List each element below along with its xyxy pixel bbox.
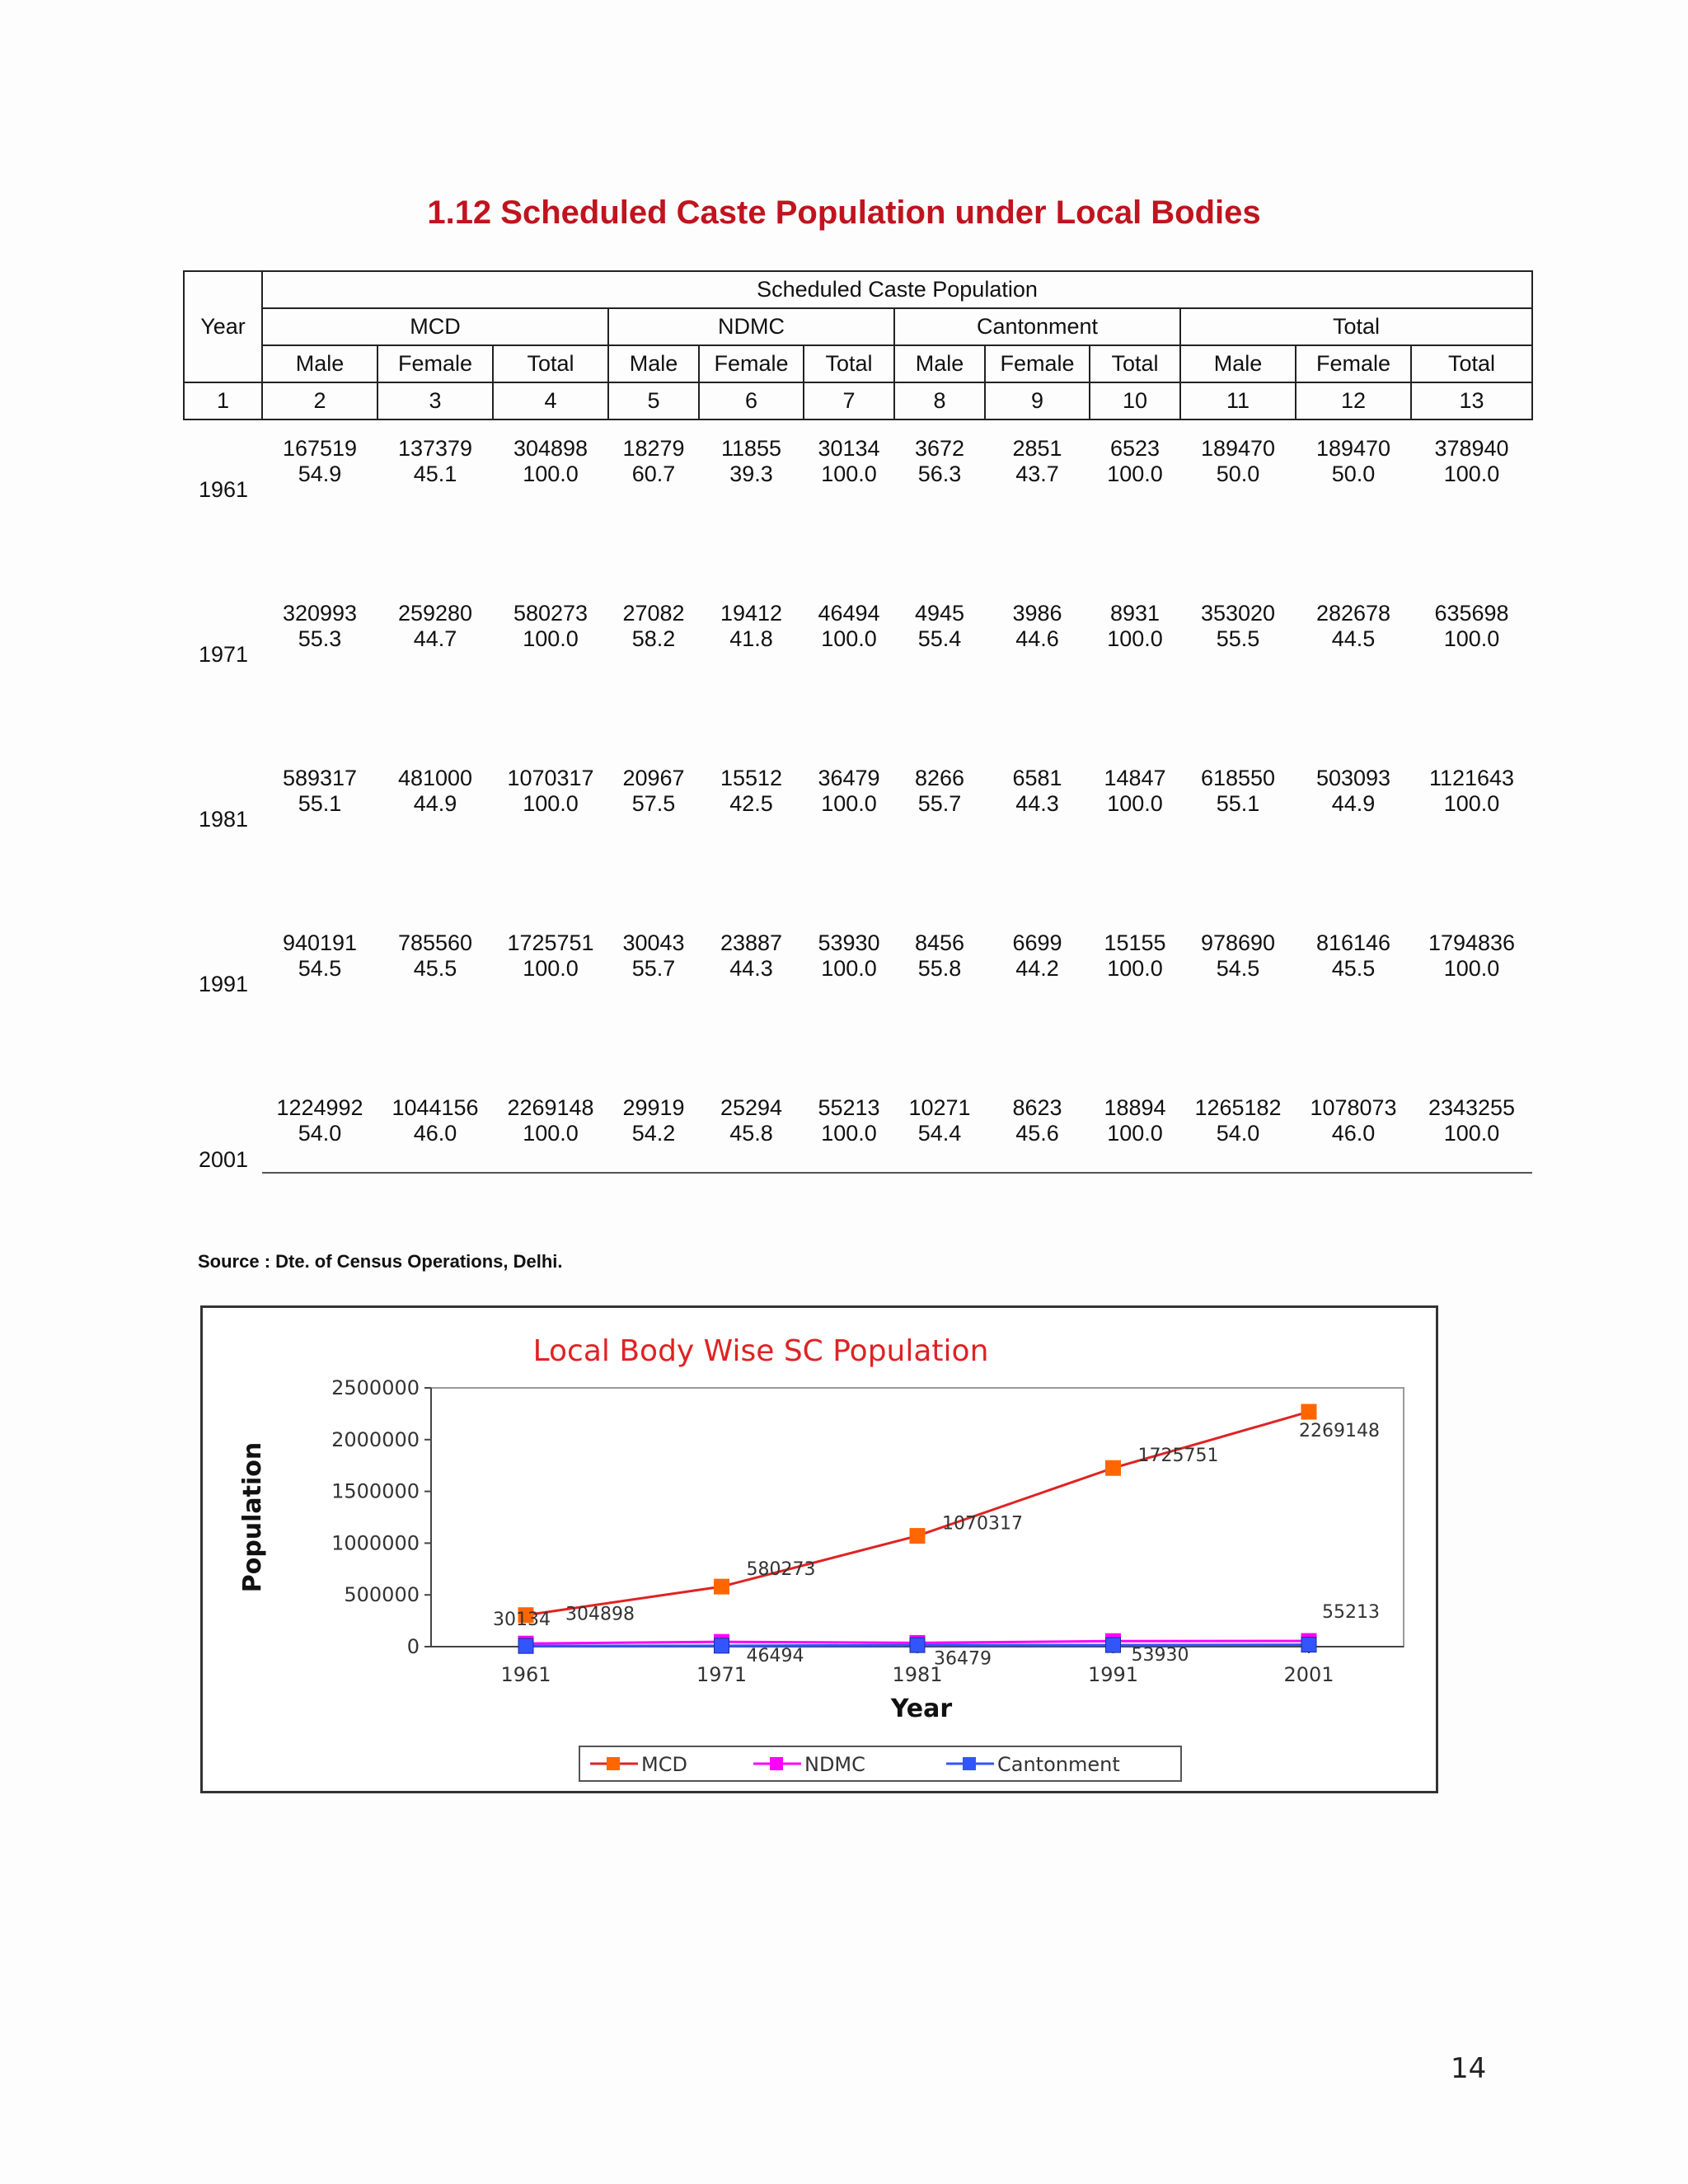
x-axis-title: Year <box>890 1694 953 1723</box>
value-cell: 481000 <box>397 766 473 790</box>
value-cell: 46494 <box>818 601 880 626</box>
x-tick-label: 1991 <box>1087 1663 1139 1686</box>
percent-cell: 100.0 <box>1443 956 1500 981</box>
percent-cell: 54.0 <box>262 1121 377 1173</box>
column-number-5: 5 <box>608 382 699 419</box>
page-number: 14 <box>1451 2052 1487 2085</box>
value-cell: 1794836 <box>1428 930 1516 955</box>
chart-canvas <box>203 1308 1436 1791</box>
value-cell: 259280 <box>397 601 473 626</box>
sc-population-table <box>183 270 1533 1174</box>
value-cell: 816146 <box>1315 930 1391 955</box>
percent-cell: 45.6 <box>985 1121 1090 1173</box>
column-number-6: 6 <box>699 382 804 419</box>
table-row-values <box>184 915 1532 956</box>
value-cell: 589317 <box>282 766 358 790</box>
percent-cell: 54.5 <box>1216 956 1260 981</box>
value-cell: 978690 <box>1200 930 1276 955</box>
value-cell: 10271 <box>908 1095 971 1120</box>
percent-cell: 44.6 <box>1015 626 1059 651</box>
data-label-ndmc: 55213 <box>1322 1602 1380 1624</box>
y-tick-label: 0 <box>406 1635 420 1658</box>
value-cell: 137379 <box>397 436 473 461</box>
y-tick-label: 1000000 <box>331 1531 420 1555</box>
x-tick-label: 1981 <box>892 1663 943 1686</box>
value-cell: 353020 <box>1200 601 1276 626</box>
data-label-mcd: 1070317 <box>942 1513 1023 1535</box>
percent-cell: 55.7 <box>917 791 962 816</box>
value-cell: 3672 <box>914 436 965 461</box>
y-axis-title: Population <box>238 1441 267 1593</box>
percent-cell: 44.9 <box>1331 791 1376 816</box>
value-cell: 940191 <box>282 930 358 955</box>
value-cell: 6523 <box>1109 436 1160 461</box>
source-note: Source : Dte. of Census Operations, Delhi. <box>198 1251 563 1272</box>
data-label-ndmc: 46494 <box>746 1646 804 1667</box>
percent-cell: 100.0 <box>821 956 877 981</box>
value-cell: 23887 <box>720 930 783 955</box>
group-header-total: Total <box>1180 308 1532 345</box>
value-cell: 618550 <box>1200 766 1276 790</box>
data-label-mcd: 580273 <box>746 1559 816 1581</box>
spacer-cell <box>184 997 1532 1080</box>
legend-label-mcd: MCD <box>641 1753 687 1776</box>
sub-header-10: Total <box>1090 345 1180 382</box>
value-cell: 2269148 <box>507 1095 594 1120</box>
page-title: 1.12 Scheduled Caste Population under Local Bodies <box>427 194 1261 231</box>
x-tick-label: 1971 <box>696 1663 748 1686</box>
percent-cell: 100.0 <box>1107 956 1163 981</box>
value-cell: 304898 <box>513 436 588 461</box>
percent-cell: 100.0 <box>821 626 877 651</box>
data-label-mcd: 304898 <box>565 1604 635 1625</box>
sub-header-4: Total <box>493 345 608 382</box>
value-cell: 189470 <box>1315 436 1391 461</box>
y-tick-label: 2000000 <box>331 1427 420 1451</box>
sub-header-5: Male <box>608 345 699 382</box>
value-cell: 18894 <box>1104 1095 1166 1120</box>
data-label-ndmc: 30134 <box>493 1610 551 1631</box>
column-number-9: 9 <box>985 382 1090 419</box>
column-number-2: 2 <box>262 382 377 419</box>
sub-header-11: Male <box>1180 345 1296 382</box>
data-label-ndmc: 36479 <box>934 1648 992 1670</box>
x-tick-label: 2001 <box>1283 1663 1334 1686</box>
percent-cell: 100.0 <box>1107 791 1163 816</box>
column-number-1: 1 <box>184 382 262 419</box>
data-point-mcd <box>1106 1460 1121 1475</box>
sub-header-6: Female <box>699 345 804 382</box>
sub-header-3: Female <box>377 345 493 382</box>
sub-header-13: Total <box>1411 345 1532 382</box>
value-cell: 19412 <box>720 601 783 626</box>
percent-cell: 100.0 <box>523 462 579 486</box>
data-label-mcd: 2269148 <box>1299 1420 1380 1441</box>
value-cell: 30043 <box>622 930 685 955</box>
column-number-10: 10 <box>1090 382 1180 419</box>
sub-header-7: Total <box>804 345 894 382</box>
percent-cell: 54.5 <box>298 956 342 981</box>
year-header: Year <box>184 271 262 382</box>
value-cell: 580273 <box>513 601 588 626</box>
value-cell: 635698 <box>1434 601 1509 626</box>
value-cell: 2343255 <box>1428 1095 1516 1120</box>
value-cell: 785560 <box>397 930 473 955</box>
percent-cell: 100.0 <box>821 791 877 816</box>
percent-cell: 55.8 <box>917 956 962 981</box>
value-cell: 1265182 <box>1194 1095 1282 1120</box>
year-cell: 2001 <box>199 1147 249 1172</box>
percent-cell: 39.3 <box>729 462 773 486</box>
value-cell: 1044156 <box>392 1095 479 1120</box>
value-cell: 29919 <box>622 1095 685 1120</box>
table-row-values <box>184 750 1532 791</box>
percent-cell: 44.3 <box>1015 791 1059 816</box>
data-point-mcd <box>715 1579 729 1594</box>
percent-cell: 100.0 <box>821 462 877 486</box>
percent-cell: 54.2 <box>608 1121 699 1173</box>
x-tick-label: 1961 <box>500 1663 551 1686</box>
row-spacer <box>184 668 1532 750</box>
percent-cell: 55.1 <box>298 791 342 816</box>
value-cell: 189470 <box>1200 436 1276 461</box>
legend-label-cantonment: Cantonment <box>997 1753 1120 1776</box>
value-cell: 15155 <box>1104 930 1166 955</box>
sub-header-2: Male <box>262 345 377 382</box>
percent-cell: 44.7 <box>413 626 457 651</box>
data-label-ndmc: 53930 <box>1131 1645 1189 1666</box>
table-row-percents <box>184 791 1532 832</box>
percent-cell: 44.5 <box>1331 626 1376 651</box>
spacer-cell <box>184 832 1532 915</box>
value-cell: 27082 <box>622 601 685 626</box>
row-spacer <box>184 832 1532 915</box>
percent-cell: 100.0 <box>523 956 579 981</box>
y-tick-label: 500000 <box>344 1583 420 1607</box>
sub-header-9: Female <box>985 345 1090 382</box>
value-cell: 378940 <box>1434 436 1509 461</box>
value-cell: 320993 <box>282 601 358 626</box>
percent-cell: 100.0 <box>804 1121 894 1173</box>
percent-cell: 55.3 <box>298 626 342 651</box>
sub-header-row <box>184 345 1532 382</box>
chart-title: Local Body Wise SC Population <box>532 1334 989 1368</box>
table-row-percents <box>184 626 1532 668</box>
value-cell: 11855 <box>720 436 782 461</box>
percent-cell: 42.5 <box>729 791 773 816</box>
percent-cell: 45.5 <box>1331 956 1376 981</box>
value-cell: 1078073 <box>1310 1095 1397 1120</box>
line-chart <box>200 1305 1438 1793</box>
column-number-12: 12 <box>1296 382 1411 419</box>
percent-cell: 54.4 <box>894 1121 985 1173</box>
data-point-mcd <box>1301 1404 1316 1419</box>
column-number-4: 4 <box>493 382 608 419</box>
table-row-values <box>184 585 1532 626</box>
value-cell: 503093 <box>1315 766 1391 790</box>
row-spacer <box>184 503 1532 585</box>
spacer-cell <box>184 503 1532 585</box>
year-cell: 1961 <box>199 477 249 502</box>
y-tick-label: 2500000 <box>331 1376 420 1399</box>
legend-marker-ndmc <box>770 1757 783 1770</box>
percent-cell: 55.1 <box>1216 791 1260 816</box>
value-cell: 8266 <box>914 766 965 790</box>
sub-header-8: Male <box>894 345 985 382</box>
table-row-values <box>184 1080 1532 1121</box>
percent-cell: 100.0 <box>1443 791 1500 816</box>
value-cell: 30134 <box>818 436 880 461</box>
column-number-7: 7 <box>804 382 894 419</box>
percent-cell: 100.0 <box>1443 462 1500 486</box>
percent-cell: 100.0 <box>1443 626 1500 651</box>
value-cell: 167519 <box>282 436 358 461</box>
spacer-cell <box>184 668 1532 750</box>
percent-cell: 45.8 <box>699 1121 804 1173</box>
sub-header-12: Female <box>1296 345 1411 382</box>
percent-cell: 55.7 <box>631 956 676 981</box>
value-cell: 8623 <box>1012 1095 1062 1120</box>
percent-cell: 55.4 <box>917 626 962 651</box>
data-point-cantonment <box>715 1638 729 1653</box>
percent-cell: 50.0 <box>1216 462 1260 486</box>
group-header-mcd: MCD <box>262 308 608 345</box>
percent-cell: 45.1 <box>413 462 457 486</box>
column-number-13: 13 <box>1411 382 1532 419</box>
percent-cell: 100.0 <box>1107 626 1163 651</box>
legend-marker-mcd <box>607 1757 620 1770</box>
value-cell: 1725751 <box>507 930 594 955</box>
y-tick-label: 1500000 <box>331 1479 420 1503</box>
legend-marker-cantonment <box>963 1757 976 1770</box>
value-cell: 15512 <box>720 766 783 790</box>
value-cell: 53930 <box>818 930 880 955</box>
percent-cell: 100.0 <box>523 626 579 651</box>
value-cell: 6581 <box>1012 766 1062 790</box>
percent-cell: 44.9 <box>413 791 457 816</box>
percent-cell: 46.0 <box>1296 1121 1411 1173</box>
value-cell: 36479 <box>818 766 880 790</box>
data-point-cantonment <box>518 1638 533 1653</box>
data-point-mcd <box>910 1529 925 1544</box>
value-cell: 2851 <box>1012 436 1062 461</box>
percent-cell: 43.7 <box>1015 462 1059 486</box>
value-cell: 1070317 <box>507 766 594 790</box>
percent-cell: 60.7 <box>631 462 676 486</box>
percent-cell: 50.0 <box>1331 462 1376 486</box>
value-cell: 18279 <box>622 436 685 461</box>
value-cell: 1224992 <box>276 1095 363 1120</box>
percent-cell: 46.0 <box>377 1121 493 1173</box>
value-cell: 6699 <box>1012 930 1062 955</box>
table-row-values <box>184 419 1532 462</box>
percent-cell: 56.3 <box>917 462 962 486</box>
value-cell: 1121643 <box>1428 766 1515 790</box>
group-header-cantonment: Cantonment <box>894 308 1180 345</box>
value-cell: 20967 <box>622 766 685 790</box>
data-label-mcd: 1725751 <box>1137 1446 1219 1467</box>
value-cell: 282678 <box>1315 601 1391 626</box>
percent-cell: 100.0 <box>1090 1121 1180 1173</box>
value-cell: 14847 <box>1104 766 1166 790</box>
table-body <box>184 419 1532 1173</box>
data-point-cantonment <box>1301 1638 1316 1652</box>
percent-cell: 100.0 <box>523 791 579 816</box>
year-cell: 1991 <box>199 972 249 996</box>
table-row-percents <box>184 462 1532 503</box>
data-point-cantonment <box>910 1638 925 1652</box>
percent-cell: 100.0 <box>493 1121 608 1173</box>
row-spacer <box>184 997 1532 1080</box>
percent-cell: 55.5 <box>1216 626 1260 651</box>
super-header: Scheduled Caste Population <box>262 271 1532 308</box>
percent-cell: 41.8 <box>729 626 773 651</box>
percent-cell: 58.2 <box>631 626 676 651</box>
column-number-11: 11 <box>1180 382 1296 419</box>
value-cell: 8931 <box>1109 601 1160 626</box>
data-point-cantonment <box>1106 1638 1121 1652</box>
value-cell: 8456 <box>914 930 965 955</box>
value-cell: 4945 <box>914 601 965 626</box>
value-cell: 25294 <box>720 1095 783 1120</box>
year-cell: 1981 <box>199 807 249 832</box>
legend-label-ndmc: NDMC <box>804 1753 865 1776</box>
percent-cell: 44.2 <box>1015 956 1059 981</box>
column-number-8: 8 <box>894 382 985 419</box>
value-cell: 3986 <box>1012 601 1062 626</box>
table-row-percents <box>184 1121 1532 1173</box>
percent-cell: 100.0 <box>1411 1121 1532 1173</box>
percent-cell: 44.3 <box>729 956 773 981</box>
value-cell: 55213 <box>818 1095 880 1120</box>
percent-cell: 54.9 <box>298 462 342 486</box>
percent-cell: 45.5 <box>413 956 457 981</box>
percent-cell: 57.5 <box>631 791 676 816</box>
percent-cell: 100.0 <box>1107 462 1163 486</box>
group-header-ndmc: NDMC <box>608 308 894 345</box>
column-number-3: 3 <box>377 382 493 419</box>
percent-cell: 54.0 <box>1180 1121 1296 1173</box>
table-row-percents <box>184 956 1532 997</box>
year-cell: 1971 <box>199 642 249 667</box>
column-number-row <box>184 382 1532 419</box>
